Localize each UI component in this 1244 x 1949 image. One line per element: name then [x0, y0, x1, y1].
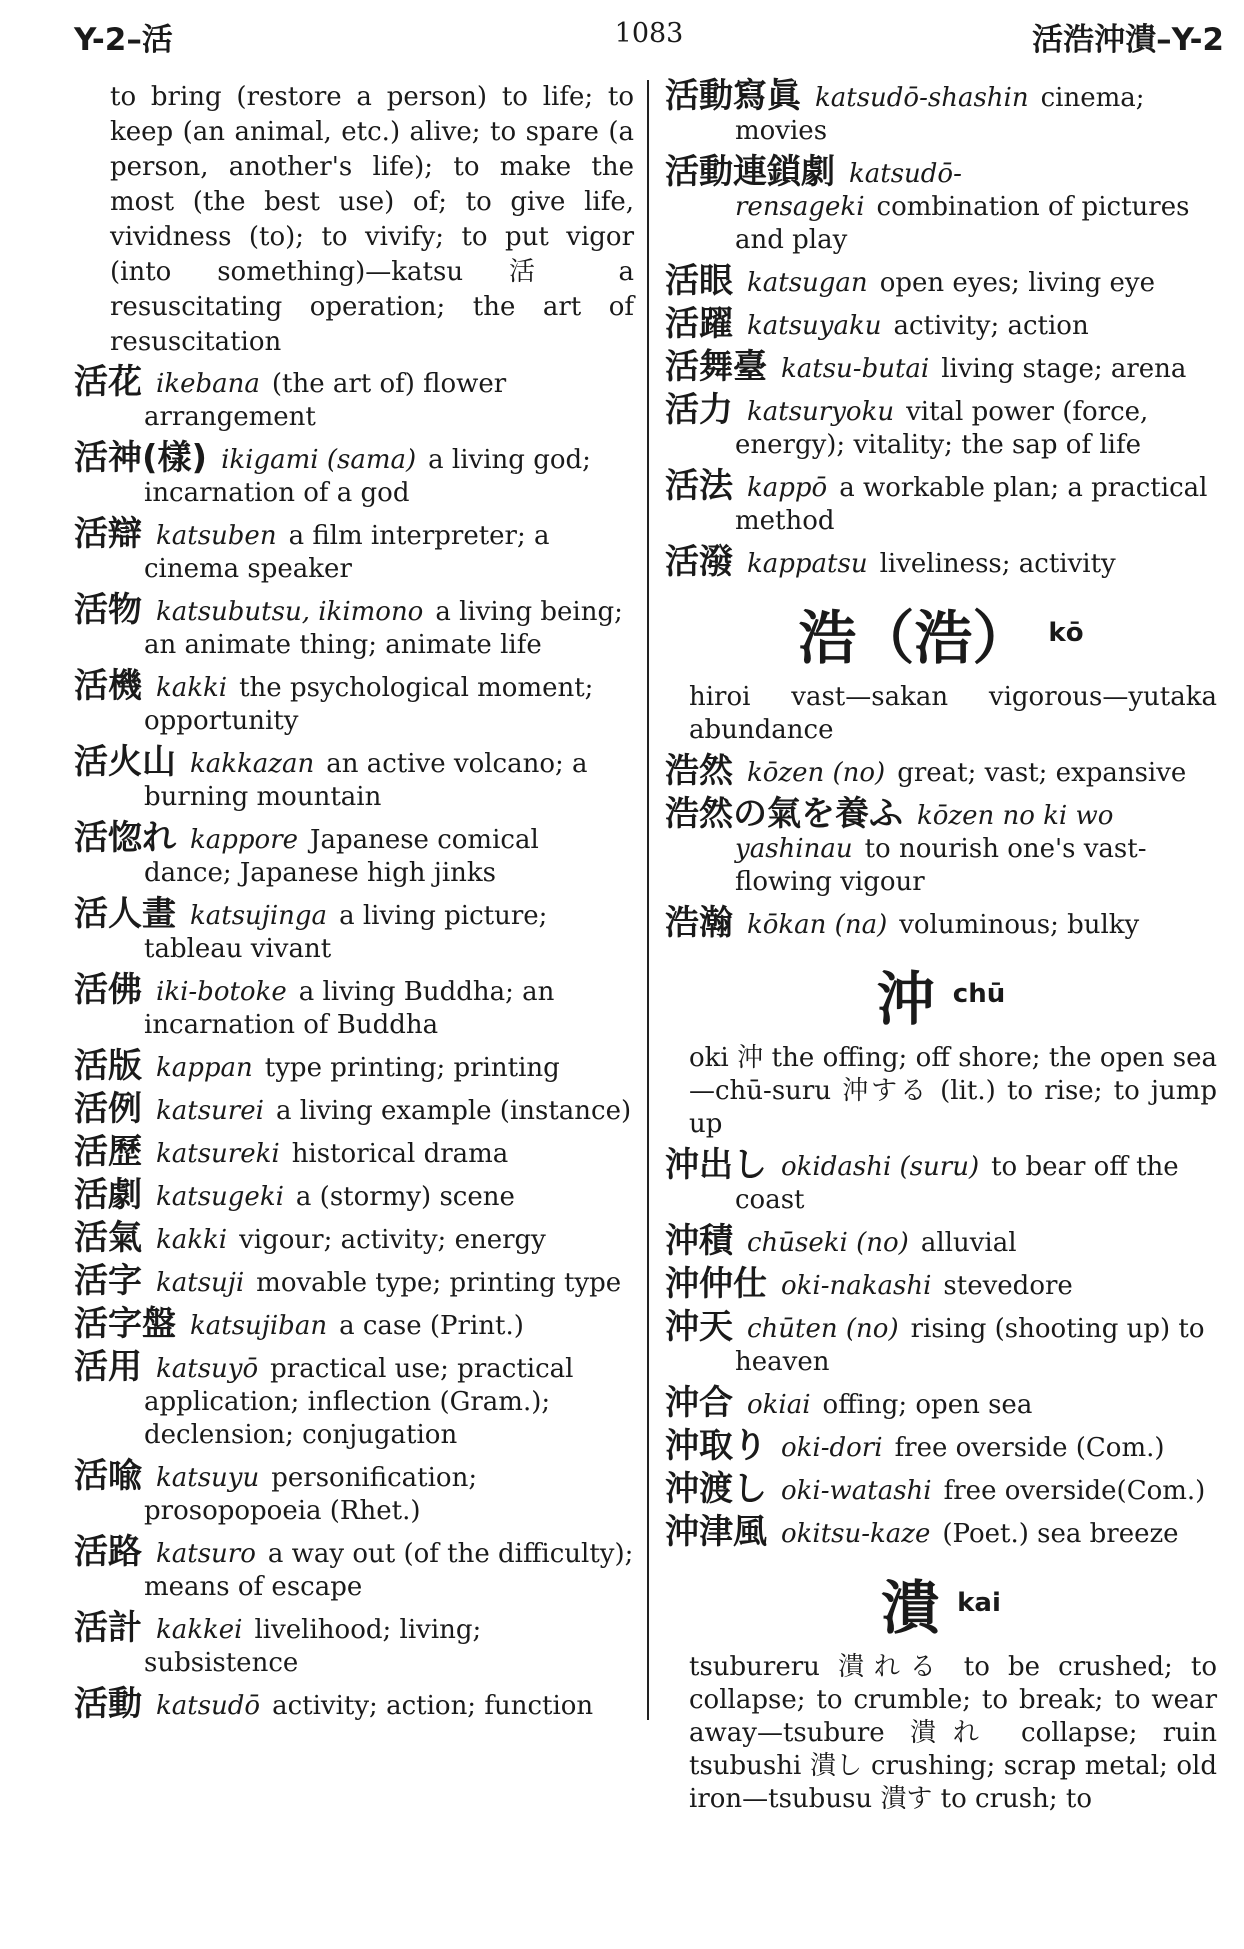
column-divider [647, 80, 649, 1720]
headword-kanji: 沖 [876, 965, 935, 1033]
dictionary-entry [74, 1684, 634, 1724]
entry-definition: activity; action [893, 311, 1089, 341]
dictionary-entry [665, 152, 1217, 257]
entry-definition: (Poet.) sea breeze [942, 1519, 1179, 1549]
entry-kanji: 活例 [74, 1089, 142, 1129]
headword-reading: kō [1048, 618, 1084, 648]
headword-kai [665, 1561, 1217, 1645]
entry-definition: a living picture; tableau vivant [144, 901, 548, 964]
entry-reading: katsudō-shashin [815, 83, 1029, 113]
entry-definition: liveliness; activity [879, 549, 1116, 579]
headword-kanji: 浩（浩） [798, 604, 1031, 672]
dictionary-entry [665, 1426, 1217, 1466]
dictionary-entry [74, 1175, 634, 1215]
entry-kanji: 活辯 [74, 514, 142, 554]
dictionary-entry [665, 261, 1217, 301]
dictionary-entry [665, 304, 1217, 344]
dictionary-entry [665, 1469, 1217, 1509]
entry-definition: practical use; practical application; inflection (Gram.); declension; conjugation [144, 1354, 574, 1450]
dictionary-entry [665, 347, 1217, 387]
page-number: 1083 [614, 18, 684, 49]
entry-definition: type printing; printing [264, 1053, 560, 1083]
dictionary-entry [74, 362, 634, 434]
entry-definition: combination of pictures and play [735, 192, 1190, 255]
entry-kanji: 活人畫 [74, 894, 176, 934]
dictionary-entry [665, 1383, 1217, 1423]
entry-definition: to bear off the coast [735, 1152, 1179, 1215]
entry-kanji: 活用 [74, 1347, 142, 1387]
entry-reading: kappore [190, 825, 299, 855]
headword-kanji: 潰 [881, 1574, 940, 1642]
entry-definition: voluminous; bulky [899, 910, 1140, 940]
dictionary-entry [74, 1532, 634, 1604]
dictionary-entry [74, 514, 634, 586]
dictionary-entry [74, 1132, 634, 1172]
entry-kanji: 活潑 [665, 542, 733, 582]
entry-kanji: 沖積 [665, 1221, 733, 1261]
entry-kanji: 浩瀚 [665, 903, 733, 943]
headword-chu [665, 952, 1217, 1036]
entry-definition: a living Buddha; an incarnation of Buddha [144, 977, 555, 1040]
entry-definition: the psychological moment; opportunity [144, 673, 594, 736]
continuation-paragraph: to bring (restore a person) to life; to keep (an animal, etc.) alive; to spare (a person, another's life); to make the most (the best use) of; to give life, vividness (to); to vivify; to put vigor (into something)—katsu 活 a resuscitating operation; the art of resuscitation [110, 82, 634, 357]
entry-definition: open eyes; living eye [879, 268, 1155, 298]
entry-definition: offing; open sea [822, 1390, 1033, 1420]
entry-definition: free overside (Com.) [894, 1433, 1165, 1463]
entry-kanji: 活法 [665, 466, 733, 506]
entry-definition: personification; prosopopoeia (Rhet.) [144, 1463, 478, 1526]
entry-reading: iki-botoke [156, 977, 287, 1007]
entry-definition: to nourish one's vast-flowing vigour [735, 834, 1147, 897]
entry-definition: vigour; activity; energy [239, 1225, 546, 1255]
entry-reading: katsuji [156, 1268, 245, 1298]
entry-kanji: 活動連鎖劇 [665, 152, 835, 192]
headword-ko [665, 591, 1217, 675]
page-header [74, 8, 1224, 58]
entry-kanji: 浩然 [665, 751, 733, 791]
entry-definition: an active volcano; a burning mountain [144, 749, 588, 812]
left-entry-list [74, 362, 634, 1724]
dictionary-entry [74, 1046, 634, 1086]
entry-reading: kappō [747, 473, 828, 503]
dictionary-entry [665, 1221, 1217, 1261]
entry-kanji: 活喩 [74, 1456, 142, 1496]
entry-kanji: 沖仲仕 [665, 1264, 767, 1304]
entry-definition: great; vast; expansive [897, 758, 1187, 788]
entry-definition: rising (shooting up) to heaven [735, 1314, 1205, 1377]
gloss-ko: hiroi vast—sakan vigorous—yutaka abundance [689, 682, 1217, 745]
left-column [74, 80, 634, 1731]
entry-kanji: 活惚れ [74, 818, 176, 858]
entry-definition: vital power (force, energy); vitality; the sap of life [735, 397, 1149, 460]
dictionary-entry [665, 1145, 1217, 1217]
entry-kanji: 沖取り [665, 1426, 767, 1466]
entry-kanji: 活躍 [665, 304, 733, 344]
entry-reading: katsugan [747, 268, 868, 298]
dictionary-entry [74, 894, 634, 966]
entry-kanji: 活動寫眞 [665, 76, 801, 116]
entry-kanji: 活氣 [74, 1218, 142, 1258]
entry-kanji: 活歷 [74, 1132, 142, 1172]
entry-definition: (the art of) flower arrangement [144, 369, 507, 432]
headword-reading: kai [957, 1588, 1001, 1618]
entry-reading: kōzen (no) [747, 758, 886, 788]
entry-kanji: 活動 [74, 1684, 142, 1724]
entry-reading: katsuryoku [747, 397, 895, 427]
entry-definition: a workable plan; a practical method [735, 473, 1208, 536]
entry-definition: a film interpreter; a cinema speaker [144, 521, 550, 584]
dictionary-entry [665, 1307, 1217, 1379]
entry-definition: activity; action; function [272, 1691, 594, 1721]
entry-kanji: 活神(樣) [74, 438, 208, 478]
dictionary-entry [74, 818, 634, 890]
dictionary-entry [74, 1089, 634, 1129]
entry-kanji: 活物 [74, 590, 142, 630]
dictionary-entry [74, 1218, 634, 1258]
entry-reading: oki-nakashi [781, 1271, 932, 1301]
entry-reading: oki-watashi [781, 1476, 932, 1506]
dictionary-entry [74, 1304, 634, 1344]
entry-definition: Japanese comical dance; Japanese high jinks [144, 825, 539, 888]
entry-reading: katsuro [156, 1539, 256, 1569]
entry-kanji: 活花 [74, 362, 142, 402]
entry-reading: katsurei [156, 1096, 264, 1126]
entry-kanji: 浩然の氣を養ふ [665, 794, 903, 834]
entry-kanji: 沖出し [665, 1145, 767, 1185]
dictionary-entry [665, 903, 1217, 943]
entry-reading: katsu-butai [781, 354, 930, 384]
entry-reading: kōzen no ki wo yashinau [735, 801, 1114, 864]
entry-reading: kōkan (na) [747, 910, 888, 940]
entry-reading: kakki [156, 673, 228, 703]
dictionary-entry [74, 438, 634, 510]
dictionary-entry [74, 1347, 634, 1452]
entry-reading: okitsu-kaze [781, 1519, 931, 1549]
entry-kanji: 活舞臺 [665, 347, 767, 387]
entry-kanji: 活路 [74, 1532, 142, 1572]
entry-kanji: 活力 [665, 390, 733, 430]
entry-definition: historical drama [291, 1139, 509, 1169]
entry-kanji: 活機 [74, 666, 142, 706]
dictionary-entry [74, 742, 634, 814]
entry-reading: oki-dori [781, 1433, 883, 1463]
entry-definition: free overside(Com.) [943, 1476, 1206, 1506]
right-column [665, 76, 1217, 1824]
entry-reading: katsuyu [156, 1463, 260, 1493]
entry-reading: katsuyaku [747, 311, 882, 341]
entry-definition: a living god; incarnation of a god [144, 445, 591, 508]
entry-reading: kakki [156, 1225, 228, 1255]
entry-reading: okiai [747, 1390, 811, 1420]
entry-definition: movable type; printing type [256, 1268, 622, 1298]
entry-reading: katsuben [156, 521, 277, 551]
entry-kanji: 活劇 [74, 1175, 142, 1215]
entry-kanji: 活版 [74, 1046, 142, 1086]
entry-kanji: 活眼 [665, 261, 733, 301]
dictionary-entry [665, 794, 1217, 899]
entry-definition: a (stormy) scene [295, 1182, 515, 1212]
gloss-chu: oki 沖 the offing; off shore; the open sea—chū-suru 沖する (lit.) to rise; to jump up [689, 1043, 1217, 1139]
entry-reading: okidashi (suru) [781, 1152, 980, 1182]
entry-reading: katsugeki [156, 1182, 284, 1212]
gloss-kai: tsubureru 潰れる to be crushed; to collapse; to crumble; to break; to wear away—tsubure 潰れ collapse; ruin tsubushi 潰し crushing; scrap metal; old iron—tsubusu 潰す to crush; to [689, 1652, 1217, 1814]
entry-kanji: 沖天 [665, 1307, 733, 1347]
dictionary-entry [74, 590, 634, 662]
dictionary-entry [74, 1608, 634, 1680]
entry-definition: livelihood; living; subsistence [144, 1615, 482, 1678]
entry-kanji: 活字盤 [74, 1304, 176, 1344]
entry-reading: katsujinga [190, 901, 328, 931]
entry-reading: katsureki [156, 1139, 280, 1169]
dictionary-entry [74, 970, 634, 1042]
entry-definition: stevedore [943, 1271, 1073, 1301]
entry-kanji: 沖合 [665, 1383, 733, 1423]
entry-definition: a living being; an animate thing; animate life [144, 597, 623, 660]
right-entry-list-b [665, 751, 1217, 943]
entry-reading: chūten (no) [747, 1314, 899, 1344]
dictionary-entry [665, 466, 1217, 538]
dictionary-entry [665, 1512, 1217, 1552]
entry-reading: kappan [156, 1053, 253, 1083]
entry-definition: living stage; arena [941, 354, 1187, 384]
entry-reading: katsubutsu, ikimono [156, 597, 424, 627]
entry-kanji: 沖津風 [665, 1512, 767, 1552]
entry-reading: katsudō-rensageki [735, 159, 962, 222]
entry-kanji: 活佛 [74, 970, 142, 1010]
dictionary-entry [665, 542, 1217, 582]
entry-reading: katsujiban [190, 1311, 328, 1341]
dictionary-entry [665, 1264, 1217, 1304]
entry-reading: katsuyō [156, 1354, 259, 1384]
dictionary-entry [74, 666, 634, 738]
dictionary-entry [665, 390, 1217, 462]
dictionary-entry [74, 1456, 634, 1528]
entry-reading: ikigami (sama) [221, 445, 417, 475]
entry-definition: a living example (instance) [275, 1096, 632, 1126]
right-entry-list-c [665, 1145, 1217, 1552]
header-left-guide: Y-2–活 [74, 22, 173, 58]
dictionary-entry [665, 76, 1217, 148]
entry-kanji: 活字 [74, 1261, 142, 1301]
entry-definition: alluvial [920, 1228, 1017, 1258]
entry-definition: a case (Print.) [339, 1311, 524, 1341]
right-entry-list-a [665, 76, 1217, 582]
entry-reading: katsudō [156, 1691, 261, 1721]
entry-definition: cinema; movies [735, 83, 1145, 146]
entry-reading: kakkazan [190, 749, 315, 779]
entry-definition: a way out (of the difficulty); means of escape [144, 1539, 634, 1602]
entry-reading: ikebana [156, 369, 260, 399]
entry-reading: kappatsu [747, 549, 868, 579]
entry-kanji: 沖渡し [665, 1469, 767, 1509]
entry-kanji: 活火山 [74, 742, 176, 782]
dictionary-entry [74, 1261, 634, 1301]
entry-kanji: 活計 [74, 1608, 142, 1648]
entry-reading: kakkei [156, 1615, 243, 1645]
dictionary-entry [665, 751, 1217, 791]
entry-reading: chūseki (no) [747, 1228, 909, 1258]
header-right-guide: 活浩沖潰–Y-2 [1032, 22, 1224, 58]
headword-reading: chū [952, 979, 1006, 1009]
